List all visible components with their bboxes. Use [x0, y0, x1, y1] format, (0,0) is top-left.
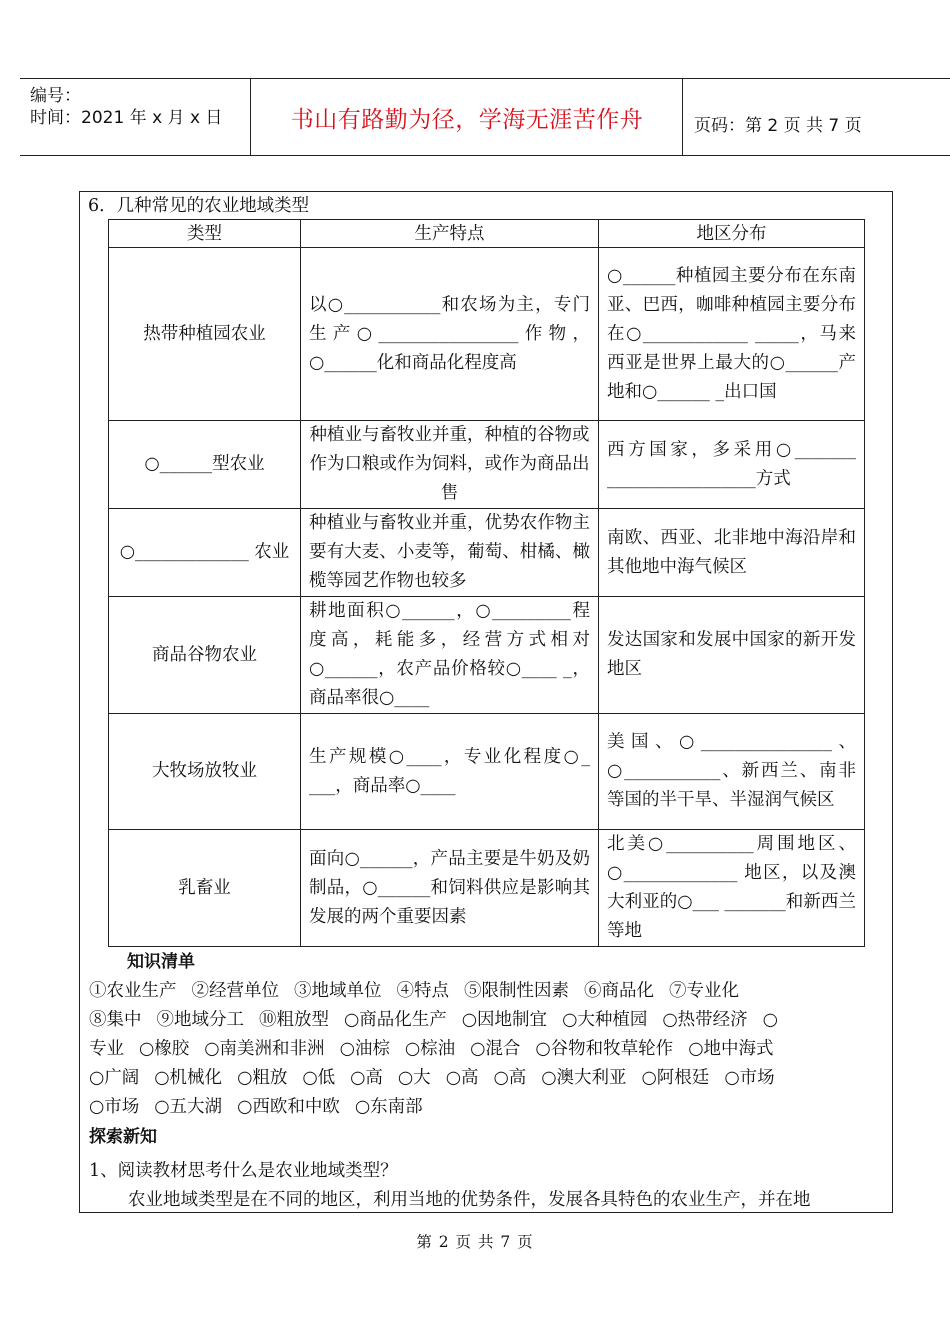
- agriculture-types-table: [108, 219, 865, 947]
- knowledge-row: [89, 1035, 889, 1064]
- knowledge-item: ○五大湖: [154, 1097, 223, 1117]
- knowledge-item: ○谷物和牧草轮作: [535, 1039, 674, 1059]
- knowledge-item: ②经营单位: [191, 981, 279, 1001]
- knowledge-item: ○高: [445, 1068, 479, 1088]
- knowledge-item: ○热带经济: [662, 1010, 748, 1030]
- table-row: [109, 509, 865, 597]
- knowledge-item: ○高: [350, 1068, 383, 1088]
- knowledge-row: [89, 977, 889, 1006]
- feature-cell: 种植业与畜牧业并重，优势农作物主要有大麦、小麦等，葡萄、柑橘、橄榄等园艺作物也较多: [301, 509, 599, 597]
- header-divider: [250, 79, 251, 155]
- table-row: [109, 597, 865, 714]
- knowledge-item: ○高: [493, 1068, 527, 1088]
- knowledge-item: ①农业生产: [89, 981, 177, 1001]
- knowledge-item: ○因地制宜: [461, 1010, 548, 1030]
- knowledge-item: ○粗放: [237, 1068, 288, 1088]
- knowledge-item: ○阿根廷: [641, 1068, 710, 1088]
- feature-cell: 生产规模○____，专业化程度○_ ___，商品率○____: [301, 714, 599, 830]
- knowledge-item: ○橡胶: [139, 1039, 190, 1059]
- table-row: [109, 830, 865, 947]
- knowledge-item: ○广阔: [89, 1068, 140, 1088]
- knowledge-row: [89, 1093, 889, 1122]
- region-cell: 北美○__________周围地区、○_____________ 地区，以及澳大利亚的○___ _______和新西兰等地: [599, 830, 865, 947]
- column-header: 地区分布: [599, 220, 865, 248]
- knowledge-list: [89, 948, 889, 1122]
- knowledge-item: ⑤限制性因素: [464, 981, 569, 1001]
- knowledge-item: ③地域单位: [294, 981, 382, 1001]
- knowledge-item: ⑧集中: [89, 1010, 142, 1030]
- knowledge-item: ○低: [302, 1068, 336, 1088]
- type-cell: 大牧场放牧业: [109, 714, 301, 830]
- region-cell: 西方国家，多采用○_______ _________________方式: [599, 421, 865, 509]
- knowledge-item: ○南美洲和非洲: [204, 1039, 325, 1059]
- knowledge-item: ○混合: [470, 1039, 521, 1059]
- column-header: 生产特点: [301, 220, 599, 248]
- type-cell: 商品谷物农业: [109, 597, 301, 714]
- knowledge-item: ○大种植园: [562, 1010, 648, 1030]
- knowledge-item: ○大: [397, 1068, 431, 1088]
- knowledge-item: ○市场: [89, 1097, 140, 1117]
- knowledge-item: ○商品化生产: [344, 1010, 447, 1030]
- feature-cell: 面向○______，产品主要是牛奶及奶制品，○______和饲料供应是影响其发展的两个重要因素: [301, 830, 599, 947]
- section-title: 6．几种常见的农业地域类型: [88, 196, 310, 216]
- time-label: 时间：2021 年 x 月 x 日: [30, 108, 223, 128]
- knowledge-row: [89, 1064, 889, 1093]
- knowledge-row: [89, 1006, 889, 1035]
- knowledge-item: ⑦专业化: [669, 981, 739, 1001]
- knowledge-item: ⑥商品化: [584, 981, 654, 1001]
- header-divider: [682, 79, 683, 155]
- region-cell: 南欧、西亚、北非地中海沿岸和其他地中海气候区: [599, 509, 865, 597]
- feature-cell: 耕地面积○______，○_________程度高，耗能多，经营方式相对○______，农产品价格较○____ _，商品率很○____: [301, 597, 599, 714]
- table-row: [109, 248, 865, 421]
- explore-title: 探索新知: [89, 1127, 157, 1147]
- region-cell: 发达国家和发展中国家的新开发地区: [599, 597, 865, 714]
- knowledge-item: ○西欧和中欧: [237, 1097, 340, 1117]
- knowledge-item: ○地中海式: [688, 1039, 774, 1059]
- region-cell: ○______种植园主要分布在东南亚、巴西，咖啡种植园主要分布在○____________ _____，马来西亚是世界上最大的○______产地和○______ _出口国: [599, 248, 865, 421]
- column-header: 类型: [109, 220, 301, 248]
- header-band: [20, 78, 950, 156]
- header-left: [30, 85, 222, 129]
- feature-cell: 以○___________和农场为主，专门生产○________________作物，○______化和商品化程度高: [301, 248, 599, 421]
- knowledge-item: ○油棕: [339, 1039, 390, 1059]
- knowledge-item: ○东南部: [354, 1097, 423, 1117]
- table-row: [109, 421, 865, 509]
- knowledge-item: ○棕油: [404, 1039, 456, 1059]
- question-1: 1、阅读教材思考什么是农业地域类型？: [89, 1161, 398, 1181]
- knowledge-item: ○: [762, 1010, 778, 1030]
- knowledge-item: ○机械化: [154, 1068, 223, 1088]
- type-cell: 乳畜业: [109, 830, 301, 947]
- number-label: 编号：: [30, 86, 81, 106]
- motto: 书山有路勤为径，学海无涯苦作舟: [290, 107, 644, 133]
- type-cell: ○______型农业: [109, 421, 301, 509]
- knowledge-item: ⑨地域分工: [156, 1010, 244, 1030]
- feature-cell: 种植业与畜牧业并重，种植的谷物或作为口粮或作为饲料，或作为商品出售: [301, 421, 599, 509]
- knowledge-item: 专业: [89, 1039, 124, 1059]
- page-footer: 第 2 页 共 7 页: [416, 1233, 534, 1251]
- knowledge-item: ④特点: [396, 981, 449, 1001]
- table-header-row: [109, 220, 865, 248]
- region-cell: 美国、○_______________、○___________、新西兰、南非等国的半干旱、半湿润气候区: [599, 714, 865, 830]
- page-label: 页码：第 2 页 共 7 页: [694, 116, 862, 136]
- answer-paragraph: 农业地域类型是在不同的地区，利用当地的优势条件，发展各具特色的农业生产，并在地: [128, 1190, 811, 1210]
- type-cell: 热带种植园农业: [109, 248, 301, 421]
- knowledge-item: ⑩粗放型: [259, 1010, 329, 1030]
- knowledge-item: ○市场: [724, 1068, 775, 1088]
- knowledge-item: ○澳大利亚: [541, 1068, 627, 1088]
- table-row: [109, 714, 865, 830]
- type-cell: ○_____________ 农业: [109, 509, 301, 597]
- knowledge-title: 知识清单: [127, 952, 195, 972]
